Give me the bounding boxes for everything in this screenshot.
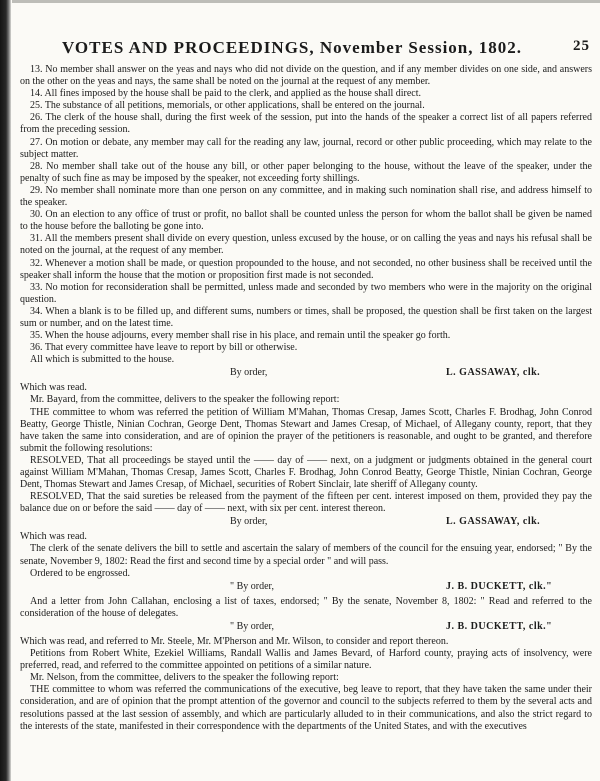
rule-paragraph: 26. The clerk of the house shall, during the first week of the session, put into the hands of the speaker a correct list of all papers referred from the preceding session.	[20, 112, 592, 136]
clerk-signature: L. GASSAWAY, clk.	[446, 367, 541, 379]
rule-paragraph: 29. No member shall nominate more than one person on any committee, and in making such nomination shall rise, and address himself to the speaker.	[20, 184, 592, 209]
rule-paragraph: 36. That every committee have leave to report by bill or otherwise.	[30, 342, 298, 354]
paragraph: Which was read.	[20, 531, 87, 543]
signature-block	[20, 621, 592, 634]
signature-block	[20, 581, 592, 594]
rule-paragraph: 13. No member shall answer on the yeas and nays who did not divide on the question, and if any member divides on one side, and answers on the other on the yeas and nays, the same shall be noted on the journal at the request of any member.	[20, 64, 592, 88]
rule-paragraph: 32. Whenever a motion shall be made, or question propounded to the house, and not seconded, no other business shall be received until the speaker shall inform the house that the motion or proposition first made is not seconded.	[20, 257, 592, 281]
page-number: 25	[573, 38, 590, 54]
paragraph: Mr. Nelson, from the committee, delivers to the speaker the following report:	[30, 672, 339, 684]
rule-paragraph: 30. On an election to any office of trust or profit, no ballot shall be counted unless the person for whom the ballot shall be given be named to the house before the balloting be gone into.	[20, 209, 592, 233]
book-binding-gutter	[0, 0, 11, 781]
submission-line: All which is submitted to the house.	[30, 354, 175, 366]
page-header	[18, 38, 596, 60]
paragraph: Mr. Bayard, from the committee, delivers to the speaker the following report:	[30, 394, 340, 406]
by-order-label: By order,	[230, 367, 268, 379]
rule-paragraph: 31. All the members present shall divide on every question, unless excused by the house, or on calling the yeas and nays his refusal shall be noted on the journal, at the request of any member.	[20, 233, 592, 257]
by-order-label: " By order,	[230, 580, 274, 592]
paragraph: The clerk of the senate delivers the bill to settle and ascertain the salary of members of the council for the ensuing year, endorsed; " By the senate, November 9, 1802: Read the first and second time by a special order " and will pass.	[20, 543, 592, 567]
by-order-label: " By order,	[230, 620, 274, 632]
committee-report: THE committee to whom was referred the communications of the executive, beg leave to report, that they have taken the same under their consideration, and are of opinion that the prompt attention of the governor and council to the subjects referred to them by the several acts and resolutions passed at the last session of assembly, and which are particularly alluded to in their communications, and also the strict regard to the interests of the state, manifested in their correspondence with the departments of the United States, and with the executives	[20, 684, 592, 732]
rule-paragraph: 14. All fines imposed by the house shall be paid to the clerk, and applied as the house shall direct.	[30, 88, 422, 100]
paragraph: Which was read.	[20, 382, 87, 394]
clerk-signature: J. B. DUCKETT, clk."	[446, 580, 553, 592]
signature-block	[20, 516, 592, 529]
top-edge	[12, 0, 600, 3]
rule-paragraph: 33. No motion for reconsideration shall be permitted, unless made and seconded by two members who were in the majority on the original question.	[20, 281, 592, 305]
committee-report: THE committee to whom was referred the petition of William M'Mahan, Thomas Cresap, James Scott, Charles F. Brodhag, John Conrod Beatty, George Thistle, Ninian Cochran, George Dent, Thomas Stewart and James Cresap, of Michael, of Allegany county, report, that they have taken the same into consideration, and are of opinion the prayer of the petitioners is reasonable, and ought to be granted, and therefore submit the following resolutions:	[20, 406, 592, 454]
resolution: RESOLVED, That the said sureties be released from the payment of the fifteen per cent. interest imposed on them, provided they pay the balance due on or before the said —— day of —— next, with six per cent. interest thereon.	[20, 491, 592, 515]
signature-block	[20, 367, 592, 380]
by-order-label: By order,	[230, 516, 268, 528]
resolution: RESOLVED, That all proceedings be stayed until the —— day of —— next, on a judgment or judgments obtained in the general court against William M'Mahan, Thomas Cresap, James Scott, Charles F. Brodhag, John Conrod Beatty, George Thistle, Ninian Cochran, George Dent, Thomas Stewart and James Cresap, of Michael, securities of Robert Sinclair, late sheriff of Allegany county.	[20, 454, 592, 491]
rule-paragraph: 34. When a blank is to be filled up, and different sums, numbers or times, shall be proposed, the question shall be first taken on the largest sum or number, and on the latest time.	[20, 305, 592, 329]
clerk-signature: J. B. DUCKETT, clk."	[446, 620, 553, 632]
paragraph: Which was read, and referred to Mr. Steele, Mr. M'Pherson and Mr. Wilson, to consider and report thereon.	[20, 635, 449, 647]
rule-paragraph: 27. On motion or debate, any member may call for the reading any law, journal, record or other public proceeding, which may relate to the subject matter.	[20, 136, 592, 160]
page-title: VOTES AND PROCEEDINGS, November Session, 1802.	[62, 38, 523, 57]
document-body	[20, 64, 592, 733]
rule-paragraph: 35. When the house adjourns, every member shall rise in his place, and remain until the speaker go forth.	[30, 330, 451, 342]
paragraph: Petitions from Robert White, Ezekiel Williams, Randall Wallis and James Bevard, of Harford county, praying acts of insolvency, were preferred, read, and referred to the committee appointed on petitions of a similar nature.	[20, 648, 592, 672]
paragraph: Ordered to be engrossed.	[30, 567, 130, 579]
clerk-signature: L. GASSAWAY, clk.	[446, 516, 541, 528]
rule-paragraph: 25. The substance of all petitions, memorials, or other applications, shall be entered on the journal.	[30, 100, 425, 112]
paragraph: And a letter from John Callahan, enclosing a list of taxes, endorsed; " By the senate, November 8, 1802: " Read and referred to the consideration of the house of delegates.	[20, 595, 592, 619]
rule-paragraph: 28. No member shall take out of the house any bill, or other paper belonging to the house, without the leave of the speaker, under the penalty of such fine as may be imposed by the speaker, not exceeding forty shillings.	[20, 160, 592, 184]
